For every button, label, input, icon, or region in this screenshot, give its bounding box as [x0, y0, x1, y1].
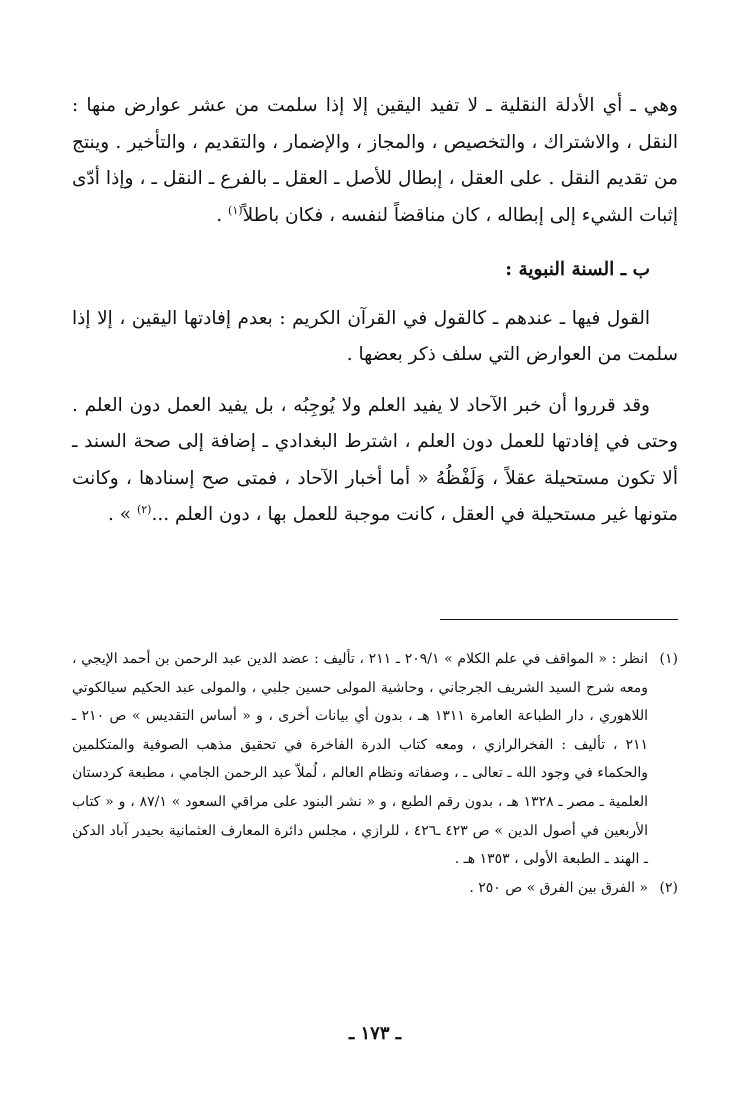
paragraph-sunnah: القول فيها ـ عندهم ـ كالقول في القرآن الكريم : بعدم إفادتها اليقين ، إلا إذا سلمت من العوارض التي سلف ذكر بعضها .	[72, 307, 678, 365]
footnote-1	[72, 645, 678, 874]
footnote-ref-1[interactable]: (١)	[228, 203, 243, 217]
footnote-ref-2[interactable]: (٢)	[136, 502, 152, 516]
paragraph-quranic-evidence: وهي ـ أي الأدلة النقلية ـ لا تفيد اليقين إلا إذا سلمت من عشر عوارض منها : النقل ، والاشتراك ، والتخصيص ، والمجاز ، والإضمار ، والتقديم ، والتأخير . وينتج من تقديم النقل . على العقل ، إبطال للأصل ـ العقل ـ بالفرع ـ النقل ـ ، وإذا أدّى إثبات الشيء إلى إبطاله ، كان مناقضاً لنفسه ، فكان باطلاً$^{(١)}$ .	[72, 95, 678, 226]
footnotes	[72, 645, 678, 902]
footnote-number: (٢)	[659, 879, 678, 896]
footnote-text: انظر : « المواقف في علم الكلام » ٢٠٩/١ ـ ٢١١ ، تأليف : عضد الدين عبد الرحمن بن أحمد الإيجي ، ومعه شرح السيد الشريف الجرجاني ، وحاشية المولى حسين جلبي ، والمولى عبد الحكيم سيالكوتي اللاهوري ، دار الطباعة العامرة ١٣١١ هـ ، بدون أي بيانات أخرى ، و « أساس التقديس » ص ٢١٠ ـ ٢١١ ، تأليف : الفخرالرازي ، ومعه كتاب الدرة الفاخرة في تحقيق مذهب الصوفية والمتكلمين والحكماء في وجود الله ـ تعالى ـ ، وصفاته ونظام العالم ، لُملاّ عبد الرحمن الجامي ، مطبعة كردستان العلمية ـ مصر ـ ١٣٢٨ هـ ، بدون رقم الطبع ، و « نشر البنود على مراقي السعود » ٨٧/١ ، و « كتاب الأربعين في أصول الدين » ص ٤٢٣ ـ٤٢٦ ، للرازي ، مجلس دائرة المعارف العثمانية بحيدر آباد الدكن ـ الهند ـ الطبعة الأولى ، ١٣٥٣ هـ .	[72, 651, 649, 868]
page-number: ـ ١٧٣ ـ	[348, 1023, 402, 1044]
paragraph-ahad: وقد قرروا أن خبر الآحاد لا يفيد العلم ولا يُوجِبُه ، بل يفيد العمل دون العلم . وحتى في إفادتها للعمل دون العلم ، اشترط البغدادي ـ إضافة إلى صحة السند ـ ألا تكون مستحيلة عقلاً ، وَلَفْظُهُ « أما أخبار الآحاد ، فمتى صح إسنادها ، وكانت متونها غير مستحيلة في العقل ، كانت موجبة للعمل بها ، دون العلم ...$^{(٢)}$ » .	[72, 394, 678, 525]
main-text	[72, 88, 678, 534]
footnote-2	[72, 874, 678, 903]
footnote-separator	[440, 619, 678, 620]
footnote-number: (١)	[659, 651, 678, 667]
section-heading-sunnah: ب ـ السنة النبوية :	[505, 259, 650, 280]
footnote-text: « الفرق بين الفرق » ص ٢٥٠ .	[469, 879, 648, 896]
